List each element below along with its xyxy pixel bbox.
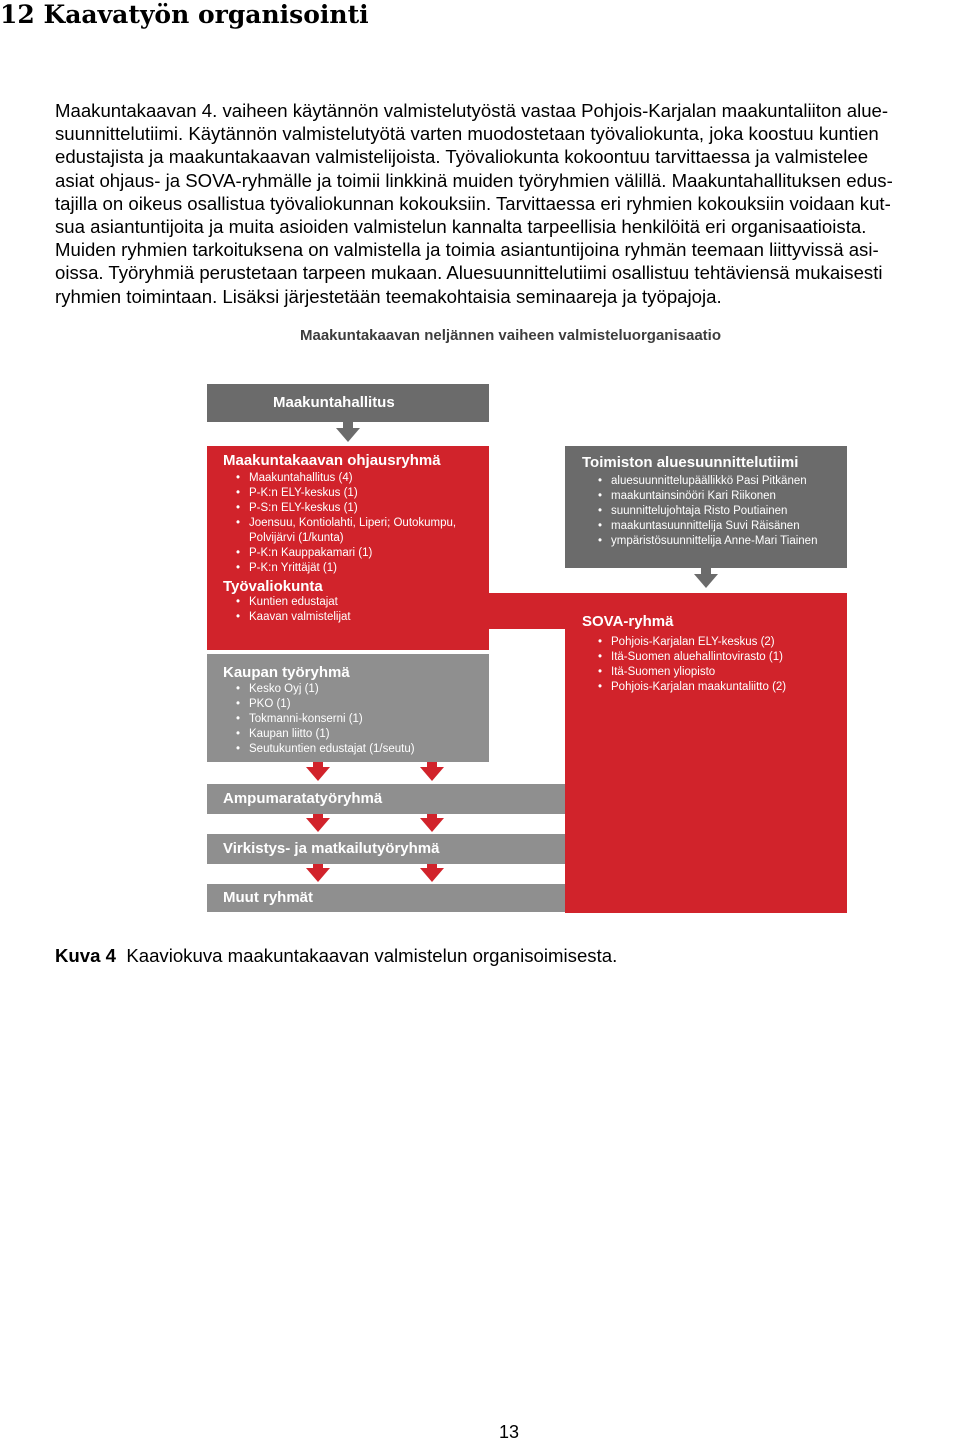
list-item: • Kesko Oyj (1) — [249, 682, 415, 697]
list-item: • Kuntien edustajat — [249, 595, 351, 610]
caption-label: Kuva 4 — [55, 945, 116, 966]
list-item: • maakuntasuunnittelija Suvi Räisänen — [611, 519, 817, 534]
kaupan-list — [249, 682, 415, 757]
ohjausryhma-title: Maakuntakaavan ohjausryhmä — [223, 452, 441, 469]
list-item: • P-K:n ELY-keskus (1) — [249, 486, 456, 501]
connector-band — [489, 593, 565, 629]
kaupan-title: Kaupan työryhmä — [223, 664, 350, 681]
muut-label: Muut ryhmät — [223, 889, 313, 906]
figure-caption — [55, 944, 617, 968]
list-item: • P-S:n ELY-keskus (1) — [249, 501, 456, 516]
body-paragraph — [55, 99, 953, 308]
list-item: • Kaavan valmistelijat — [249, 610, 351, 625]
ampumarata-box — [207, 784, 565, 814]
maakuntahallitus-box — [207, 384, 489, 422]
kaupan-box — [207, 654, 489, 762]
virkistys-box — [207, 834, 565, 864]
list-item: • Seutukuntien edustajat (1/seutu) — [249, 742, 415, 757]
list-item: • Tokmanni-konserni (1) — [249, 712, 415, 727]
body-line: asiat ohjaus- ja SOVA-ryhmälle ja toimii linkkinä muiden työryhmien välillä. Maakuntahallituksen edus- — [55, 169, 893, 191]
list-item-continuation: Polvijärvi (1/kunta) — [249, 532, 344, 544]
list-item: • Maakuntahallitus (4) — [249, 471, 456, 486]
list-item: • Pohjois-Karjalan ELY-keskus (2) — [611, 635, 786, 650]
down-arrow-icon — [306, 818, 330, 832]
list-item: • Joensuu, Kontiolahti, Liperi; Outokumpu, — [249, 516, 456, 531]
toimisto-title: Toimiston aluesuunnittelutiimi — [582, 454, 799, 471]
ohjausryhma-list — [249, 471, 456, 576]
body-line: sua asiantuntijoita ja muita asioiden valmistelun kannalta tarpeellisia henkilöitä eri organisaatioista. — [55, 216, 867, 238]
list-item: • PKO (1) — [249, 697, 415, 712]
list-item: • suunnittelujohtaja Risto Poutiainen — [611, 504, 817, 519]
page-heading: 12 Kaavatyön organisointi — [0, 0, 369, 29]
down-arrow-icon — [694, 574, 718, 588]
body-line: suunnittelutiimi. Käytännön valmistelutyötä varten muodostetaan työvaliokunta, joka koostuu kuntien — [55, 123, 879, 145]
body-line: Maakuntakaavan 4. vaiheen käytännön valmistelutyöstä vastaa Pohjois-Karjalan maakuntaliiton alue- — [55, 100, 889, 121]
sova-title: SOVA-ryhmä — [582, 613, 674, 630]
body-line: edustajista ja maakuntakaavan valmistelijoista. Työvaliokunta kokoontuu tarvittaessa ja valmistelee — [55, 146, 869, 168]
list-item: • Kaupan liitto (1) — [249, 727, 415, 742]
body-line: oissa. Työryhmiä perustetaan tarpeen mukaan. Aluesuunnittelutiimi osallistuu tehtäviensä mukaisesti — [55, 262, 883, 284]
body-line: Muiden ryhmien tarkoituksena on valmistella ja toimia asiantuntijoina ryhmän teemaan liittyvissä asi- — [55, 239, 879, 261]
virkistys-label: Virkistys- ja matkailutyöryhmä — [223, 840, 440, 857]
list-item: • ympäristösuunnittelija Anne-Mari Tiainen — [611, 534, 817, 549]
down-arrow-icon — [306, 767, 330, 781]
list-item: • P-K:n Yrittäjät (1) — [249, 561, 456, 576]
tyovaliokunta-title: Työvaliokunta — [223, 578, 323, 595]
list-item: • P-K:n Kauppakamari (1) — [249, 546, 456, 561]
muut-box — [207, 884, 565, 912]
down-arrow-icon — [420, 767, 444, 781]
maakuntahallitus-label: Maakuntahallitus — [273, 394, 395, 411]
list-item: • Itä-Suomen yliopisto — [611, 665, 786, 680]
ampumarata-label: Ampumaratatyöryhmä — [223, 790, 383, 807]
ohjausryhma-box — [207, 446, 489, 650]
down-arrow-icon — [336, 428, 360, 442]
list-item: • aluesuunnittelupäällikkö Pasi Pitkänen — [611, 474, 817, 489]
down-arrow-icon — [306, 868, 330, 882]
down-arrow-icon — [420, 868, 444, 882]
list-item: • Pohjois-Karjalan maakuntaliitto (2) — [611, 680, 786, 695]
toimisto-list — [611, 474, 817, 549]
page-number: 13 — [498, 1422, 520, 1442]
body-line: ryhmien toimintaan. Lisäksi järjestetään teemakohtaisia seminaareja ja työpajoja. — [55, 285, 722, 307]
sova-box — [565, 593, 847, 913]
caption-text: Kaaviokuva maakuntakaavan valmistelun organisoimisesta. — [126, 945, 618, 966]
down-arrow-icon — [420, 818, 444, 832]
figure-title: Maakuntakaavan neljännen vaiheen valmisteluorganisaatio — [300, 327, 721, 344]
sova-list — [611, 635, 786, 695]
toimisto-box — [565, 446, 847, 568]
list-item: • Itä-Suomen aluehallintovirasto (1) — [611, 650, 786, 665]
tyovaliokunta-list — [249, 595, 351, 625]
list-item: • maakuntainsinööri Kari Riikonen — [611, 489, 817, 504]
body-line: tajilla on oikeus osallistua työvaliokunnan kokouksiin. Tarvittaessa eri ryhmien kokouksiin voidaan kut- — [55, 192, 891, 214]
